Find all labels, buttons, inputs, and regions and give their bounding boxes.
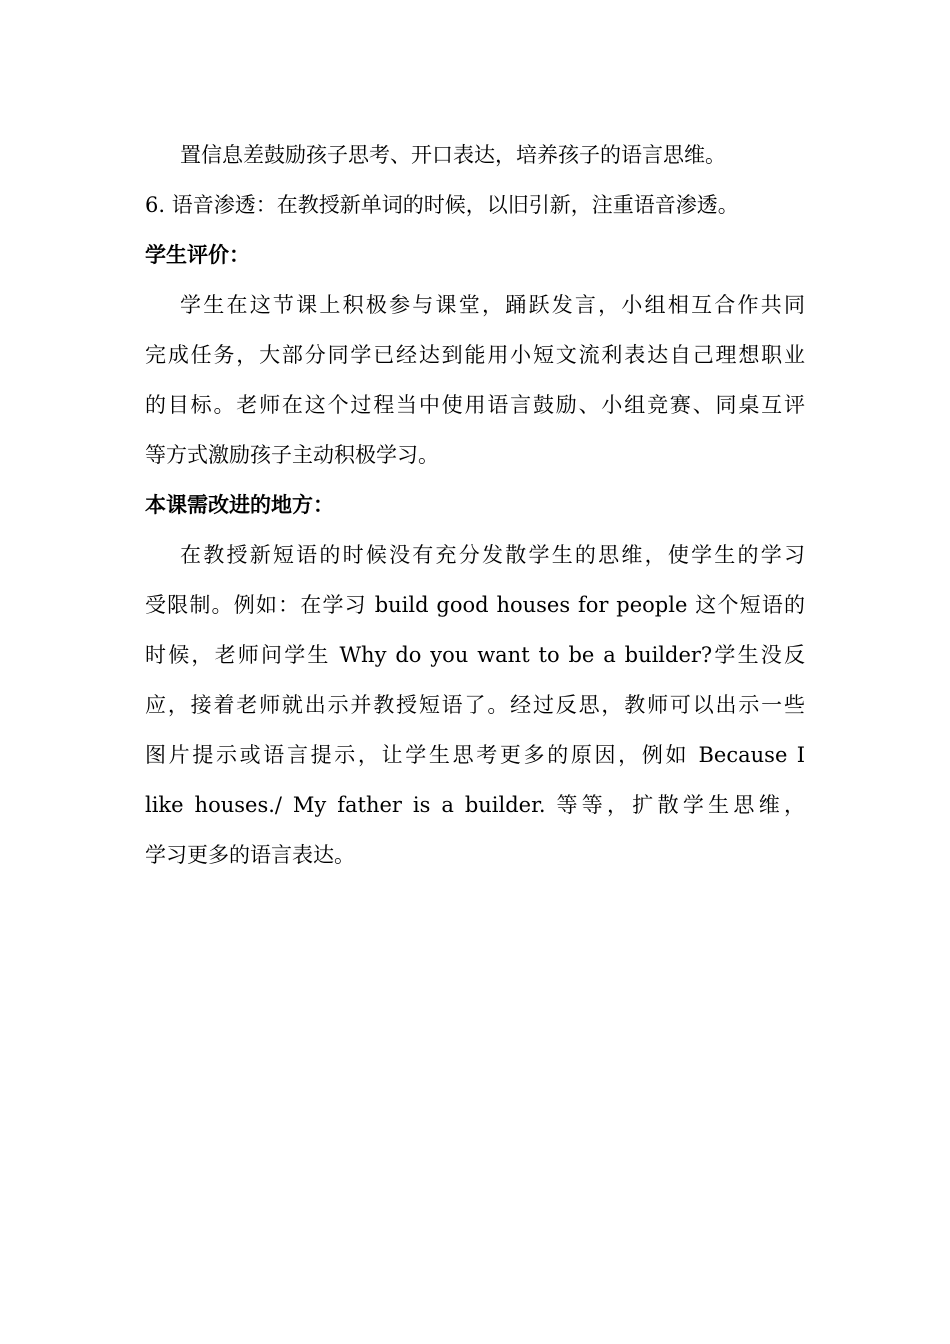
section-heading-improvements: 本课需改进的地方： xyxy=(145,493,334,517)
paragraph-line: 等方式激励孩子主动积极学习。 xyxy=(145,443,439,467)
paragraph-line: like houses./ My father is a builder. 等等，扩散学生思维， xyxy=(145,793,805,817)
paragraph-line: 时候，老师问学生 Why do you want to be a builder?学生没反 xyxy=(145,643,805,667)
paragraph-line: 学生在这节课上积极参与课堂，踊跃发言，小组相互合作共同 xyxy=(180,293,805,317)
paragraph-line: 学习更多的语言表达。 xyxy=(145,843,355,867)
paragraph-line: 受限制。例如：在学习 build good houses for people 这个短语的 xyxy=(145,593,805,617)
numbered-item-phonics: 6. 语音渗透：在教授新单词的时候，以旧引新，注重语音渗透。 xyxy=(145,193,739,217)
paragraph-line: 应，接着老师就出示并教授短语了。经过反思，教师可以出示一些 xyxy=(145,693,805,717)
paragraph-line: 置信息差鼓励孩子思考、开口表达，培养孩子的语言思维。 xyxy=(180,143,726,167)
section-heading-student-evaluation: 学生评价： xyxy=(145,243,250,267)
paragraph-line: 的目标。老师在这个过程当中使用语言鼓励、小组竞赛、同桌互评 xyxy=(145,393,805,417)
document-page xyxy=(145,130,805,880)
paragraph-line: 在教授新短语的时候没有充分发散学生的思维，使学生的学习 xyxy=(180,543,805,567)
paragraph-line: 完成任务，大部分同学已经达到能用小短文流利表达自己理想职业 xyxy=(145,343,805,367)
paragraph-line: 图片提示或语言提示，让学生思考更多的原因，例如 Because I xyxy=(145,743,805,767)
